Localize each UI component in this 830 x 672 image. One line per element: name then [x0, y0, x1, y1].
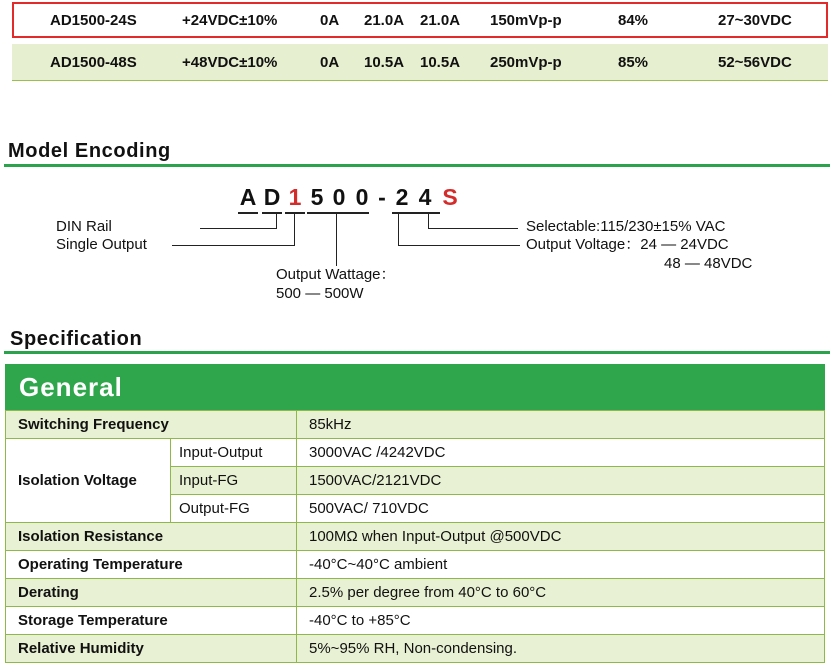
adj-range: 52~56VDC — [718, 53, 792, 71]
selectable-label: Selectable:115/230±15% VAC — [526, 218, 726, 235]
max-current: 10.5A — [420, 53, 461, 71]
single-output-label: Single Output — [56, 236, 147, 253]
row-value: 100MΩ when Input-Output @500VDC — [297, 523, 825, 551]
output-voltage: +24VDC±10% — [182, 11, 278, 29]
model-name: AD1500-48S — [50, 53, 137, 71]
row-label: Relative Humidity — [6, 635, 297, 663]
sub-label: Output-FG — [171, 495, 297, 523]
row-label: Isolation Resistance — [6, 523, 297, 551]
code-char: 5 — [310, 184, 324, 210]
rated-current: 21.0A — [364, 11, 405, 29]
connector-selectable — [428, 214, 429, 228]
section-divider — [4, 164, 830, 167]
row-label: Derating — [6, 579, 297, 607]
code-char: A — [239, 184, 257, 210]
ripple: 250mVp-p — [490, 53, 562, 71]
code-underline — [307, 212, 369, 214]
spec-table — [5, 410, 825, 663]
connector-selectable — [428, 228, 518, 229]
code-char: 4 — [418, 184, 432, 210]
row-label: Operating Temperature — [6, 551, 297, 579]
min-current: 0A — [320, 53, 340, 71]
min-current: 0A — [320, 11, 340, 29]
code-underline — [285, 212, 305, 214]
din-rail-label: DIN Rail — [56, 218, 112, 235]
row-value: 1500VAC/2121VDC — [297, 467, 825, 495]
general-header: General — [5, 364, 825, 410]
table-row — [6, 523, 825, 551]
rated-current: 10.5A — [364, 53, 405, 71]
connector-wattage — [336, 214, 337, 266]
table-bottom-border — [12, 80, 828, 81]
max-current: 21.0A — [420, 11, 461, 29]
model-name: AD1500-24S — [50, 11, 137, 29]
output-voltage-48: 48 — 48VDC — [664, 255, 753, 272]
table-row — [6, 439, 825, 467]
row-value: -40°C~40°C ambient — [297, 551, 825, 579]
model-encoding-title: Model Encoding — [8, 140, 171, 162]
connector-din — [200, 228, 276, 229]
table-row — [6, 551, 825, 579]
sub-label: Input-Output — [171, 439, 297, 467]
code-underline — [420, 212, 440, 214]
row-value: 85kHz — [297, 411, 825, 439]
code-char: 0 — [355, 184, 369, 210]
adj-range: 27~30VDC — [718, 11, 792, 29]
row-value: -40°C to +85°C — [297, 607, 825, 635]
table-row — [6, 635, 825, 663]
row-value: 2.5% per degree from 40°C to 60°C — [297, 579, 825, 607]
sub-label: Input-FG — [171, 467, 297, 495]
efficiency: 84% — [618, 11, 649, 29]
row-label: Storage Temperature — [6, 607, 297, 635]
ripple: 150mVp-p — [490, 11, 562, 29]
row-value: 3000VAC /4242VDC — [297, 439, 825, 467]
specification-title: Specification — [10, 328, 143, 350]
code-underline — [238, 212, 258, 214]
connector-voltage — [398, 245, 520, 246]
row-label: Switching Frequency — [6, 411, 297, 439]
row-value: 5%~95% RH, Non-condensing. — [297, 635, 825, 663]
code-underline — [262, 212, 282, 214]
table-row — [6, 579, 825, 607]
code-char: - — [378, 184, 386, 210]
connector-single — [294, 214, 295, 246]
row-value: 500VAC/ 710VDC — [297, 495, 825, 523]
connector-single — [172, 245, 294, 246]
efficiency: 85% — [618, 53, 649, 71]
code-char: S — [442, 184, 458, 210]
code-char: 1 — [288, 184, 302, 210]
section-divider — [4, 351, 830, 354]
wattage-label: Output Wattage： — [276, 266, 396, 283]
row-label: Isolation Voltage — [6, 439, 171, 523]
connector-din — [276, 214, 277, 229]
connector-voltage — [398, 214, 399, 245]
wattage-value: 500 — 500W — [276, 285, 364, 302]
model-row-24s — [12, 2, 828, 38]
code-char: 0 — [332, 184, 346, 210]
code-char: 2 — [395, 184, 409, 210]
output-voltage: +48VDC±10% — [182, 53, 278, 71]
table-row — [6, 411, 825, 439]
model-row-48s — [12, 44, 828, 80]
output-voltage-label: Output Voltage：24 — 24VDC — [526, 236, 729, 253]
code-char: D — [263, 184, 281, 210]
table-row — [6, 607, 825, 635]
